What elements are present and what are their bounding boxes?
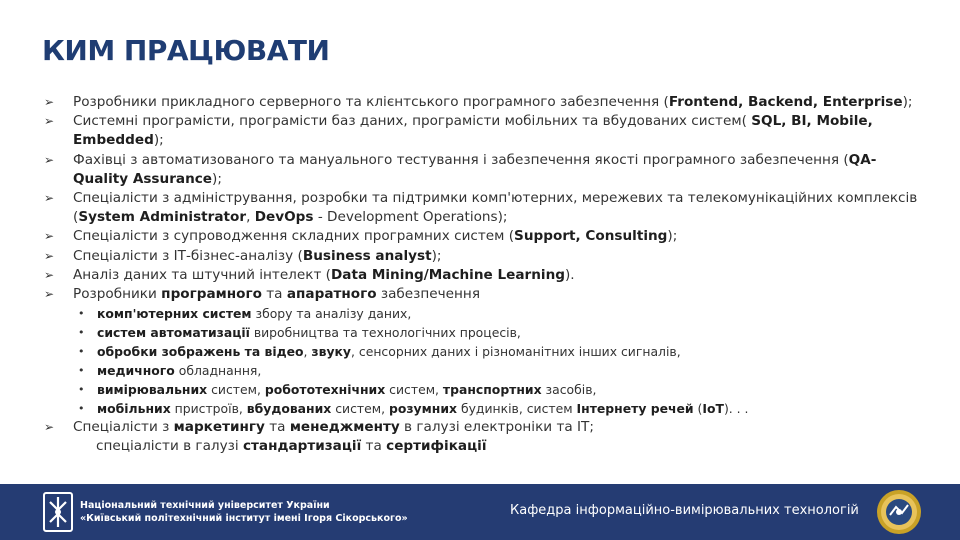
item-text: Системні програмісти, програмісти баз даних, програмісти мобільних та вбудованих систем( bbox=[73, 113, 752, 130]
university-name bbox=[80, 499, 408, 525]
item-text: обладнання, bbox=[174, 363, 262, 379]
department-name: Кафедра інформаційно-вимірювальних технологій bbox=[510, 503, 859, 518]
list-item bbox=[44, 227, 924, 246]
sub-list-item bbox=[44, 342, 924, 361]
item-keyword: звуку bbox=[311, 344, 352, 360]
list-item bbox=[44, 93, 924, 112]
arrow-bullet-icon: ➢ bbox=[44, 191, 55, 206]
item-keyword: вбудованих bbox=[246, 401, 332, 417]
item-keyword: DevOps bbox=[254, 209, 314, 226]
item-text: Розробники прикладного серверного та клієнтського програмного забезпечення ( bbox=[73, 94, 669, 110]
item-keyword: SQL, BI, Mobile, Embedded bbox=[73, 113, 873, 149]
item-text: ); bbox=[153, 132, 164, 149]
university-line-2: «Київський політехнічний інститут імені Ігоря Сікорського» bbox=[80, 513, 408, 524]
item-text: спеціалісти в галузі bbox=[96, 438, 243, 455]
item-text: збору та аналізу даних, bbox=[251, 306, 412, 322]
list-item bbox=[44, 112, 924, 150]
dot-bullet-icon: • bbox=[78, 345, 85, 359]
item-keyword: Support, Consulting bbox=[514, 228, 668, 245]
item-text: засобів, bbox=[541, 382, 597, 398]
item-text: ). . . bbox=[723, 401, 749, 417]
item-text: ); bbox=[212, 170, 222, 187]
item-text: та bbox=[361, 438, 387, 455]
list-item bbox=[44, 418, 924, 437]
arrow-bullet-icon: ➢ bbox=[44, 152, 55, 167]
slide-title: КИМ ПРАЦЮВАТИ bbox=[42, 34, 330, 67]
item-keyword: робототехнічних bbox=[264, 382, 386, 398]
item-text: виробництва та технологічних процесів, bbox=[249, 325, 521, 341]
slide-content bbox=[44, 93, 924, 457]
item-keyword: розумних bbox=[388, 401, 457, 417]
dot-bullet-icon: • bbox=[78, 364, 85, 378]
arrow-bullet-icon: ➢ bbox=[44, 267, 55, 282]
sub-list-item bbox=[44, 380, 924, 399]
item-text: Спеціалісти з адміністрування, розробки та підтримки комп'ютерних, мережевих та телекомунікаційних комплексів ( bbox=[73, 190, 918, 226]
item-keyword: System Administrator bbox=[78, 209, 247, 226]
item-text: систем, bbox=[331, 401, 389, 417]
item-text: Спеціалісти з bbox=[73, 419, 174, 436]
item-keyword: маркетингу bbox=[173, 419, 265, 436]
sub-list-item bbox=[44, 304, 924, 323]
item-text: систем, bbox=[207, 382, 265, 398]
arrow-bullet-icon: ➢ bbox=[44, 229, 55, 244]
item-text: , сенсорних даних і різноманітних інших сигналів, bbox=[351, 344, 681, 360]
item-text: ); bbox=[902, 94, 913, 110]
item-keyword: транспортних bbox=[442, 382, 542, 398]
item-keyword: мобільних bbox=[97, 401, 171, 417]
sub-list-item bbox=[44, 361, 924, 380]
item-text: та bbox=[261, 286, 287, 303]
list-item bbox=[44, 151, 924, 189]
arrow-bullet-icon: ➢ bbox=[44, 287, 55, 302]
item-keyword: менеджменту bbox=[289, 419, 400, 436]
list-item bbox=[44, 266, 924, 285]
item-keyword: Business analyst bbox=[302, 247, 432, 264]
item-keyword: медичного bbox=[97, 363, 175, 379]
sub-list-item bbox=[44, 399, 924, 418]
dot-bullet-icon: • bbox=[78, 402, 85, 416]
list-item bbox=[44, 285, 924, 304]
item-keyword: IoT bbox=[702, 401, 724, 417]
item-keyword: стандартизації bbox=[242, 438, 362, 455]
arrow-bullet-icon: ➢ bbox=[44, 95, 55, 109]
item-text: в галузі електроніки та ІТ; bbox=[399, 419, 594, 436]
item-keyword: вимірювальних bbox=[97, 382, 208, 398]
item-text: - Development Operations); bbox=[313, 209, 508, 226]
item-text: будинків, систем bbox=[457, 401, 577, 417]
item-text: Спеціалісти з супроводження складних програмних систем ( bbox=[73, 228, 515, 245]
item-text: та bbox=[264, 419, 290, 436]
list-item bbox=[44, 247, 924, 266]
dot-bullet-icon: • bbox=[78, 307, 85, 321]
item-text: Аналіз даних та штучний інтелект ( bbox=[73, 266, 331, 283]
item-keyword: систем автоматизації bbox=[97, 325, 250, 341]
footer-bar bbox=[0, 484, 960, 540]
item-text: Спеціалісти з ІТ-бізнес-аналізу ( bbox=[73, 247, 303, 264]
item-keyword: програмного bbox=[161, 286, 262, 303]
arrow-bullet-icon: ➢ bbox=[44, 420, 55, 435]
item-keyword: апаратного bbox=[286, 286, 377, 303]
item-text: ). bbox=[564, 266, 575, 283]
department-emblem-icon bbox=[876, 489, 922, 535]
item-text: систем, bbox=[385, 382, 443, 398]
item-text: пристроїв, bbox=[170, 401, 247, 417]
list-item-continuation bbox=[44, 437, 924, 456]
item-text: Розробники bbox=[73, 286, 162, 303]
item-keyword: Frontend, Backend, Enterprise bbox=[668, 94, 903, 110]
item-keyword: QA-Quality Assurance bbox=[73, 151, 877, 187]
sub-list-item bbox=[44, 323, 924, 342]
item-keyword: обробки зображень та відео bbox=[97, 344, 304, 360]
item-text: , bbox=[303, 344, 312, 360]
item-keyword: Інтернету речей bbox=[576, 401, 694, 417]
item-text: ); bbox=[667, 228, 678, 245]
arrow-bullet-icon: ➢ bbox=[44, 248, 55, 263]
item-keyword: Data Mining/Machine Learning bbox=[330, 266, 565, 283]
dot-bullet-icon: • bbox=[78, 383, 85, 397]
dot-bullet-icon: • bbox=[78, 326, 85, 340]
list-item bbox=[44, 189, 924, 227]
item-keyword: комп'ютерних систем bbox=[97, 306, 252, 322]
item-text: ); bbox=[431, 247, 442, 264]
item-text: Фахівці з автоматизованого та мануального тестування і забезпечення якості програмного забезпечення ( bbox=[73, 151, 849, 168]
item-text: ( bbox=[693, 401, 703, 417]
kpi-logo-icon bbox=[43, 492, 73, 532]
university-line-1: Національний технічний університет України bbox=[80, 500, 330, 511]
arrow-bullet-icon: ➢ bbox=[44, 114, 55, 129]
item-text: , bbox=[246, 209, 255, 226]
item-keyword: сертифікації bbox=[386, 438, 487, 455]
item-text: забезпечення bbox=[376, 286, 481, 303]
